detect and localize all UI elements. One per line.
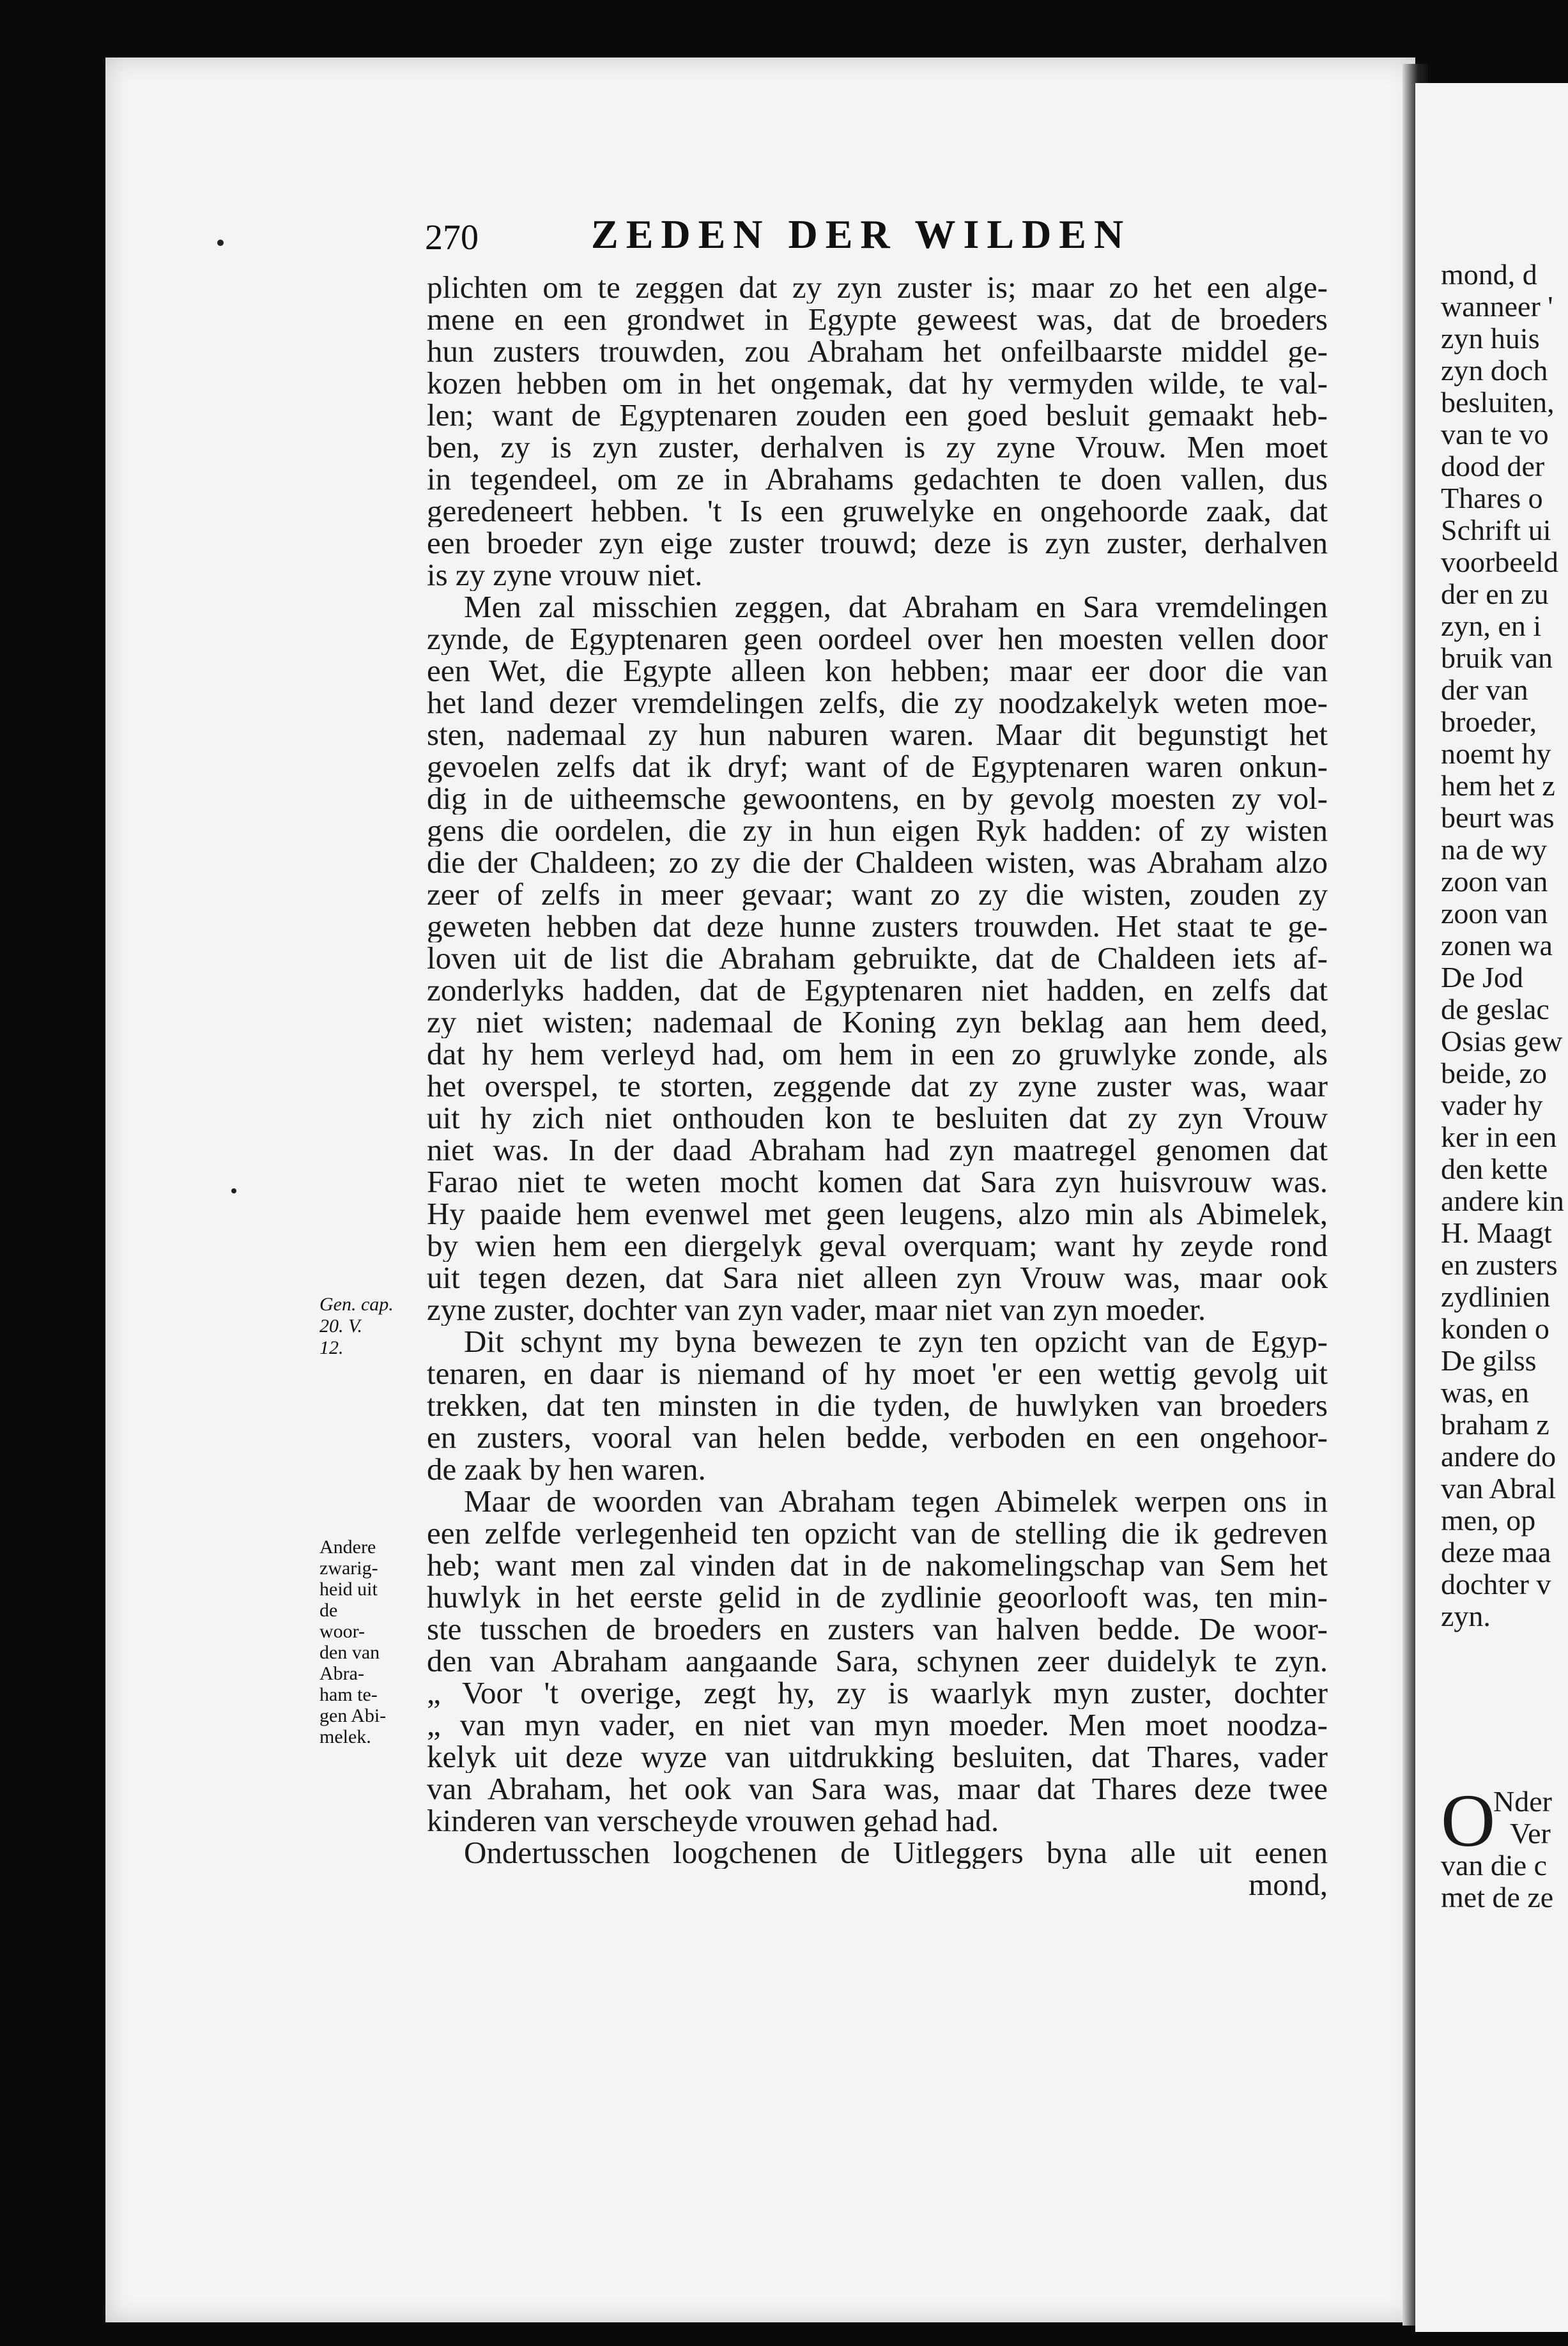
text-line: Maar de woorden van Abraham tegen Abimelek werpen ons in xyxy=(464,1485,1328,1517)
margin-note-line: heid uit xyxy=(319,1579,378,1600)
text-line: een broeder zyn eige zuster trouwd; deze is zyn zuster, derhalven xyxy=(427,527,1328,559)
margin-note-line: Gen. cap. xyxy=(319,1294,394,1315)
right-text-line: zydlinien xyxy=(1441,1281,1551,1313)
right-text-line: Ver xyxy=(1510,1817,1551,1850)
text-line: zonderlyks hadden, dat de Egyptenaren niet hadden, en zelfs dat xyxy=(427,974,1328,1006)
catchword: mond, xyxy=(1249,1869,1328,1901)
ink-speck xyxy=(231,1188,236,1193)
text-line: in tegendeel, om ze in Abrahams gedachten te doen vallen, dus xyxy=(427,463,1328,495)
right-text-line: broeder, xyxy=(1441,706,1537,738)
right-text-line: vader hy xyxy=(1441,1089,1543,1121)
text-line: geweten hebben dat deze hunne zusters trouwden. Het staat te ge- xyxy=(427,910,1328,942)
margin-note-line: Andere xyxy=(319,1537,376,1558)
text-line: kinderen van verscheyde vrouwen gehad had. xyxy=(427,1805,999,1837)
running-head: ZEDEN DER WILDEN xyxy=(591,211,1132,257)
text-line: een zelfde verlegenheid ten opzicht van de stelling die ik gedreven xyxy=(427,1517,1328,1549)
right-text-line: Osias gew xyxy=(1441,1025,1563,1057)
right-text-line: zyn doch xyxy=(1441,355,1548,387)
text-line: die der Chaldeen; zo zy die der Chaldeen wisten, was Abraham alzo xyxy=(427,847,1328,878)
right-text-line: der van xyxy=(1441,674,1528,706)
right-text-line: hem het z xyxy=(1441,770,1555,802)
text-line: zeer of zelfs in meer gevaar; want zo zy die wisten, zouden zy xyxy=(427,878,1328,910)
text-line: huwlyk in het eerste gelid in de zydlinie geoorlooft was, ten min- xyxy=(427,1581,1328,1613)
text-line: zyne zuster, dochter van zyn vader, maar niet van zyn moeder. xyxy=(427,1294,1206,1326)
right-text-line: Schrift ui xyxy=(1441,514,1551,546)
text-line: niet was. In der daad Abraham had zyn maatregel genomen dat xyxy=(427,1134,1328,1166)
right-text-line: dochter v xyxy=(1441,1568,1551,1600)
text-line: „ van myn vader, en niet van myn moeder. Men moet noodza- xyxy=(427,1709,1328,1741)
right-text-line: zyn, en i xyxy=(1441,610,1542,642)
right-text-line: konden o xyxy=(1441,1313,1549,1345)
text-line: het overspel, te storten, zeggende dat zy zyne zuster was, waar xyxy=(427,1070,1328,1102)
page-header xyxy=(425,211,1345,268)
text-line: loven uit de list die Abraham gebruikte, dat de Chaldeen iets af- xyxy=(427,942,1328,974)
text-line: „ Voor 't overige, zegt hy, zy is waarlyk myn zuster, dochter xyxy=(427,1677,1328,1709)
text-line: een Wet, die Egypte alleen kon hebben; maar eer door die van xyxy=(427,655,1328,687)
margin-note-line: woor- xyxy=(319,1621,365,1642)
text-line: uit tegen dezen, dat Sara niet alleen zyn Vrouw was, maar ook xyxy=(427,1262,1328,1294)
text-line: Men zal misschien zeggen, dat Abraham en Sara vremdelingen xyxy=(464,591,1328,623)
right-text-line: bruik van xyxy=(1441,642,1553,674)
text-line: het land dezer vremdelingen zelfs, die zy noodzakelyk weten moe- xyxy=(427,687,1328,719)
text-line: by wien hem een diergelyk geval overquam; want hy zeyde rond xyxy=(427,1230,1328,1262)
text-line: heb; want men zal vinden dat in de nakomelingschap van Sem het xyxy=(427,1549,1328,1581)
margin-note-line: ham te- xyxy=(319,1684,378,1705)
text-line: gens die oordelen, die zy in hun eigen Ryk hadden: of zy wisten xyxy=(427,815,1328,847)
right-text-line: de geslac xyxy=(1441,993,1549,1025)
right-text-line: ker in een xyxy=(1441,1121,1557,1153)
text-line: en zusters, vooral van helen bedde, verboden en een ongehoor- xyxy=(427,1422,1328,1453)
right-text-line: De Jod xyxy=(1441,962,1524,993)
right-text-line: De gilss xyxy=(1441,1345,1537,1377)
right-text-line: zonen wa xyxy=(1441,930,1553,962)
text-line: uit hy zich niet onthouden kon te besluiten dat zy zyn Vrouw xyxy=(427,1102,1328,1134)
margin-note-line: zwarig- xyxy=(319,1558,378,1579)
right-text-line: mond, d xyxy=(1441,259,1537,291)
text-line: gevoelen zelfs dat ik dryf; want of de Egyptenaren waren onkun- xyxy=(427,751,1328,783)
margin-note-genesis xyxy=(319,1294,396,1359)
margin-note-topic xyxy=(319,1537,396,1747)
right-text-line: der en zu xyxy=(1441,578,1549,610)
text-line: is zy zyne vrouw niet. xyxy=(427,559,703,591)
text-line: ben, zy is zyn zuster, derhalven is zy zyne Vrouw. Men moet xyxy=(427,431,1328,463)
right-text-line: zoon van xyxy=(1441,866,1548,898)
right-text-line: zyn huis xyxy=(1441,323,1540,355)
right-text-line: H. Maagt xyxy=(1441,1217,1552,1249)
text-line: dig in de uitheemsche gewoontens, en by gevolg moesten zy vol- xyxy=(427,783,1328,815)
right-text-line: van te vo xyxy=(1441,418,1549,450)
right-text-line: braham z xyxy=(1441,1409,1549,1441)
text-line: Farao niet te weten mocht komen dat Sara zyn huisvrouw was. xyxy=(427,1166,1328,1198)
right-text-line: besluiten, xyxy=(1441,387,1555,418)
ink-speck xyxy=(217,240,224,246)
right-text-line: dood der xyxy=(1441,450,1545,482)
right-text-line: na de wy xyxy=(1441,834,1548,866)
right-text-line: en zusters xyxy=(1441,1249,1558,1281)
text-line: geredeneert hebben. 't Is een gruwelyke en ongehoorde zaak, dat xyxy=(427,495,1328,527)
right-text-line: deze maa xyxy=(1441,1537,1551,1568)
text-line: dat hy hem verleyd had, om hem in een zo gruwlyke zonde, als xyxy=(427,1038,1328,1070)
right-text-line: beurt was xyxy=(1441,802,1555,834)
text-line: kelyk uit deze wyze van uitdrukking besluiten, dat Thares, vader xyxy=(427,1741,1328,1773)
right-text-line: den kette xyxy=(1441,1153,1548,1185)
right-text-line: Nder xyxy=(1493,1785,1552,1818)
text-line: plichten om te zeggen dat zy zyn zuster is; maar zo het een alge- xyxy=(427,272,1328,303)
margin-note-line: 12. xyxy=(319,1337,344,1358)
right-text-line: van die c xyxy=(1441,1849,1548,1882)
text-line: kozen hebben om in het ongemak, dat hy vermyden wilde, te val- xyxy=(427,367,1328,399)
right-text-line: men, op xyxy=(1441,1505,1536,1537)
text-line: Ondertusschen loogchenen de Uitleggers byna alle uit eenen xyxy=(464,1837,1328,1869)
right-text-line: andere do xyxy=(1441,1441,1556,1473)
text-line: len; want de Egyptenaren zouden een goed besluit gemaakt heb- xyxy=(427,399,1328,431)
margin-note-line: melek. xyxy=(319,1726,371,1747)
right-text-line: Thares o xyxy=(1441,482,1543,514)
text-line: mene en een grondwet in Egypte geweest was, dat de broeders xyxy=(427,303,1328,335)
margin-note-line: 20. V. xyxy=(319,1315,362,1337)
text-line: hun zusters trouwden, zou Abraham het onfeilbaarste middel ge- xyxy=(427,335,1328,367)
right-text-line: noemt hy xyxy=(1441,738,1551,770)
right-text-line: zoon van xyxy=(1441,898,1548,930)
right-text-line: zyn. xyxy=(1441,1600,1491,1632)
text-line: den van Abraham aangaande Sara, schynen zeer duidelyk te zyn. xyxy=(427,1645,1328,1677)
right-text-line: van Abral xyxy=(1441,1473,1556,1505)
text-line: zy niet wisten; nademaal de Koning zyn beklag aan hem deed, xyxy=(427,1006,1328,1038)
right-text-line: met de ze xyxy=(1441,1881,1554,1913)
margin-note-line: gen Abi- xyxy=(319,1705,387,1726)
main-text xyxy=(427,272,1328,1901)
margin-note-line: Abra- xyxy=(319,1663,364,1684)
right-text-line: was, en xyxy=(1441,1377,1529,1409)
right-text-line: wanneer ' xyxy=(1441,291,1553,323)
right-text-line: beide, zo xyxy=(1441,1057,1548,1089)
text-line: van Abraham, het ook van Sara was, maar dat Thares deze twee xyxy=(427,1773,1328,1805)
text-line: ste tusschen de broeders en zusters van halven bedde. De woor- xyxy=(427,1613,1328,1645)
text-line: trekken, dat ten minsten in die tyden, de huwlyken van broeders xyxy=(427,1390,1328,1422)
drop-cap: O xyxy=(1441,1779,1496,1862)
text-line: Hy paaide hem evenwel met geen leugens, alzo min als Abimelek, xyxy=(427,1198,1328,1230)
text-line: tenaren, en daar is niemand of hy moet 'er een wettig gevolg uit xyxy=(427,1358,1328,1390)
right-text-line: andere kin xyxy=(1441,1185,1564,1217)
text-line: zynde, de Egyptenaren geen oordeel over hen moesten vellen door xyxy=(427,623,1328,655)
page-number: 270 xyxy=(425,218,479,257)
text-line: de zaak by hen waren. xyxy=(427,1453,706,1485)
text-line: sten, nademaal zy hun naburen waren. Maar dit begunstigt het xyxy=(427,719,1328,751)
right-page-text xyxy=(1441,259,1568,1632)
right-text-line: voorbeeld xyxy=(1441,546,1558,578)
text-line: Dit schynt my byna bewezen te zyn ten opzicht van de Egyp- xyxy=(464,1326,1328,1358)
margin-note-line: den van xyxy=(319,1642,380,1663)
margin-note-line: de xyxy=(319,1600,338,1621)
